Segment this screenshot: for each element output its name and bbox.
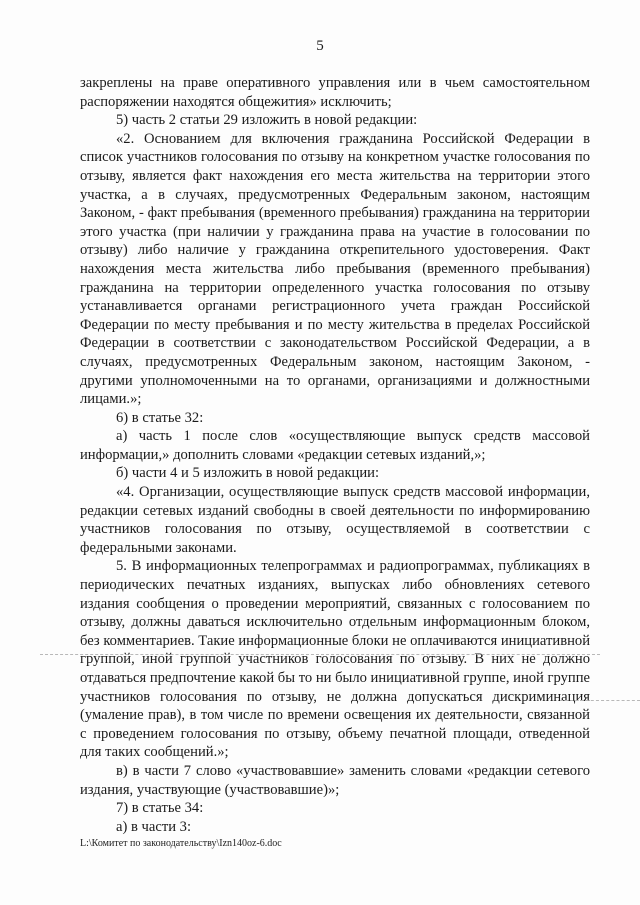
paragraph: 5. В информационных телепрограммах и радиопрограммах, публикациях в периодических печатных изданиях, выпусках либо обновлениях сетевого издания сообщения о проведении мероприятий, связанных с голосованием по отзыву, должны даваться исключительно отдельным информационным блоком, без комментариев. Такие информационные блоки не оплачиваются инициативной группой, иной группой участников голосования по отзыву. В них не должно отдаваться предпочтение какой бы то ни было инициативной группе, иной группе участников голосования по отзыву, не должна допускаться дискриминация (умаление прав), в том числе по времени освещения их деятельности, связанной с проведением голосования по отзыву, объему печатной площади, отведенной для таких сообщений.»; xyxy=(80,558,590,761)
document-body xyxy=(80,74,590,836)
paragraph: «2. Основанием для включения гражданина Российской Федерации в список участников голосования по отзыву на конкретном участке голосования по отзыву, является факт нахождения его места жительства на территории этого участка, а в случаях, предусмотренных Федеральным законом, настоящим Законом, - факт пребывания (временного пребывания) гражданина на территории этого участка (при наличии у гражданина права на участие в голосовании по отзыву) либо наличие у гражданина открепительного удостоверения. Факт нахождения места жительства либо пребывания (временного пребывания) гражданина на территории определенного участка голосования по отзыву устанавливается органами регистрационного учета граждан Российской Федерации по месту пребывания и по месту жительства в пределах Российской Федерации в соответствии с законодательством Российской Федерации, а в случаях, предусмотренных Федеральным законом, настоящим Законом, - другими уполномоченными на то органами, организациями и должностными лицами.»; xyxy=(80,130,590,408)
paragraph: а) в части 3: xyxy=(116,818,192,835)
file-path-footer: L:\Комитет по законодательству\Izn140oz-6.doc xyxy=(80,838,282,849)
scan-artifact-line xyxy=(40,654,600,655)
paragraph: «4. Организации, осуществляющие выпуск средств массовой информации, редакции сетевых изданий свободны в своей деятельности по информированию участников голосования по отзыву, осуществляемой в соответствии с федеральными законами. xyxy=(80,484,590,556)
paragraph: 7) в статье 34: xyxy=(116,800,204,817)
page-number: 5 xyxy=(316,38,324,54)
paragraph: а) часть 1 после слов «осуществляющие выпуск средств массовой информации,» дополнить словами «редакции сетевых изданий,»; xyxy=(80,428,590,463)
paragraph: в) в части 7 слово «участвовавшие» заменить словами «редакции сетевого издания, участвующие (участвовавшие)»; xyxy=(80,762,590,798)
paragraph: б) части 4 и 5 изложить в новой редакции: xyxy=(116,465,380,482)
paragraph: 6) в статье 32: xyxy=(116,409,204,426)
paragraph: 5) часть 2 статьи 29 изложить в новой редакции: xyxy=(116,112,418,129)
scan-artifact-line xyxy=(560,700,640,701)
paragraph: закреплены на праве оперативного управления или в чьем самостоятельном распоряжении находятся общежития» исключить; xyxy=(80,75,590,110)
